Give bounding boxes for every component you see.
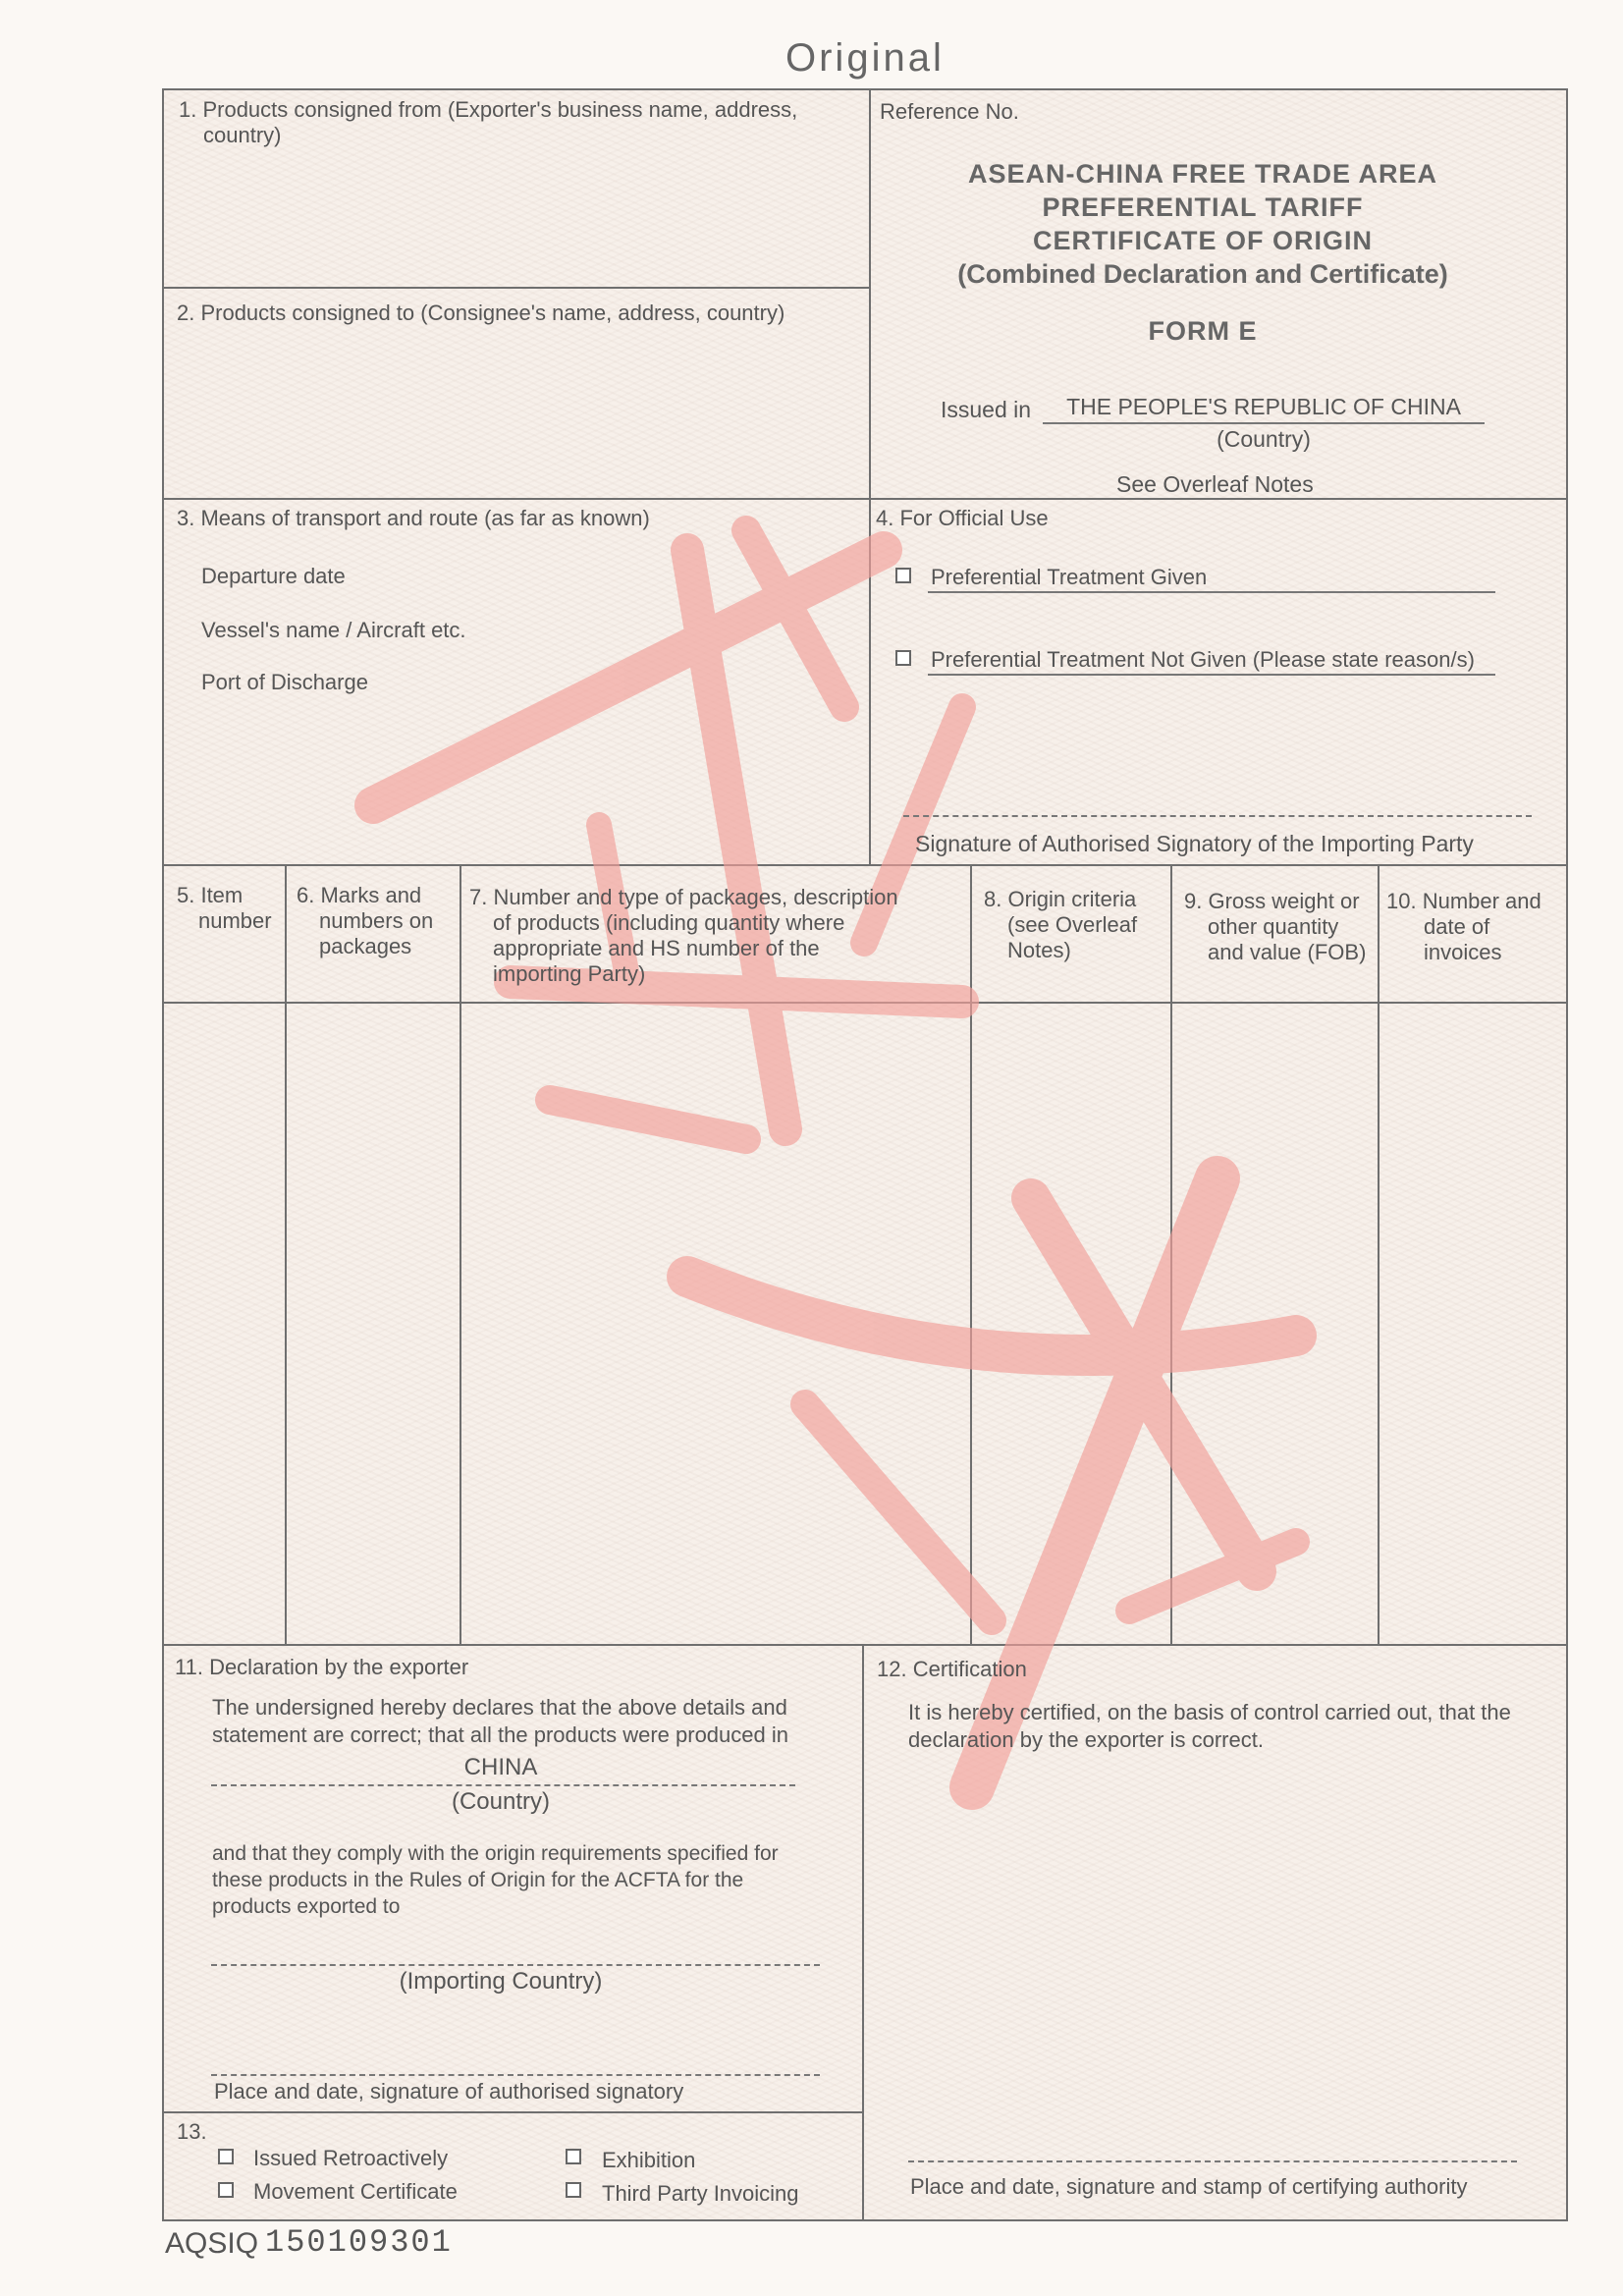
exporter-signature-caption: Place and date, signature of authorised signatory bbox=[214, 2079, 684, 2104]
divider-box3-columns bbox=[164, 864, 1566, 866]
producing-country-value: CHINA bbox=[463, 1754, 538, 1780]
port-of-discharge-label: Port of Discharge bbox=[201, 670, 368, 694]
box2-label: 2. Products consigned to (Consignee's name, address, country) bbox=[177, 301, 785, 325]
title-line4: (Combined Declaration and Certificate) bbox=[957, 259, 1448, 289]
treatment-not-given-checkbox[interactable] bbox=[895, 650, 911, 666]
reference-field[interactable] bbox=[1036, 94, 1546, 128]
exporter-signature-line bbox=[211, 2074, 820, 2076]
box11-label: 11. Declaration by the exporter bbox=[175, 1655, 469, 1679]
serial-number: 150109301 bbox=[265, 2224, 453, 2261]
exhibition-checkbox[interactable] bbox=[566, 2149, 581, 2164]
title-line3: CERTIFICATE OF ORIGIN bbox=[1033, 226, 1373, 255]
issued-in-underline bbox=[1043, 422, 1485, 424]
producing-country-line bbox=[211, 1784, 795, 1786]
title-line1: ASEAN-CHINA FREE TRADE AREA bbox=[967, 159, 1437, 189]
movement-certificate-checkbox[interactable] bbox=[218, 2182, 234, 2198]
origin-criteria-field[interactable] bbox=[973, 1005, 1169, 1643]
box3-label: 3. Means of transport and route (as far as known) bbox=[177, 506, 650, 530]
box11-para1-line1: The undersigned hereby declares that the above details and bbox=[212, 1695, 787, 1720]
transport-field[interactable] bbox=[373, 555, 854, 702]
divider-box11-box13 bbox=[164, 2111, 862, 2113]
item-number-field[interactable] bbox=[165, 1005, 284, 1643]
col-divider-9 bbox=[1378, 866, 1380, 1644]
certifying-signature-caption: Place and date, signature and stamp of certifying authority bbox=[910, 2174, 1468, 2199]
reference-label: Reference No. bbox=[880, 99, 1019, 124]
divider-column-headers bbox=[164, 1002, 1566, 1004]
producing-country-caption: (Country) bbox=[451, 1788, 551, 1815]
issued-in-country: THE PEOPLE'S REPUBLIC OF CHINA bbox=[1066, 394, 1461, 419]
box1-label: 1. Products consigned from (Exporter's business name, address, bbox=[179, 97, 798, 122]
marks-numbers-field[interactable] bbox=[288, 1005, 459, 1643]
importing-country-line bbox=[211, 1964, 820, 1966]
issuer-code: AQSIQ bbox=[165, 2227, 259, 2260]
importing-country-caption: (Importing Country) bbox=[399, 1968, 603, 1995]
divider-box11-box12 bbox=[862, 1646, 864, 2219]
form-label: FORM E bbox=[1148, 316, 1258, 346]
third-party-invoicing-label: Third Party Invoicing bbox=[602, 2181, 799, 2206]
box12-text-line2: declaration by the exporter is correct. bbox=[908, 1727, 1264, 1752]
issued-country-caption: (Country) bbox=[1217, 426, 1311, 452]
col-divider-8 bbox=[1170, 866, 1172, 1644]
overleaf-notes: See Overleaf Notes bbox=[1116, 471, 1314, 497]
title-line2: PREFERENTIAL TARIFF bbox=[1042, 192, 1364, 222]
movement-certificate-label: Movement Certificate bbox=[253, 2179, 458, 2204]
vessel-name-label: Vessel's name / Aircraft etc. bbox=[201, 618, 466, 642]
invoice-field[interactable] bbox=[1380, 1005, 1565, 1643]
copy-label: Original bbox=[785, 36, 945, 80]
gross-weight-field[interactable] bbox=[1173, 1005, 1377, 1643]
importing-signature-caption: Signature of Authorised Signatory of the Importing Party bbox=[915, 831, 1474, 856]
certifying-authority-field[interactable] bbox=[908, 2111, 1517, 2151]
col-divider-6 bbox=[460, 866, 461, 1644]
divider-columns-box11 bbox=[164, 1644, 1566, 1646]
box11-para2-line2: these products in the Rules of Origin for the ACFTA for the bbox=[212, 1869, 744, 1891]
box11-para2-line3: products exported to bbox=[212, 1895, 401, 1918]
issued-in-label: Issued in bbox=[941, 397, 1032, 422]
col-divider-7 bbox=[970, 866, 972, 1644]
departure-date-label: Departure date bbox=[201, 564, 346, 588]
divider-box2-box3 bbox=[164, 498, 1566, 500]
issued-retroactively-label: Issued Retroactively bbox=[253, 2146, 449, 2170]
importing-country-field[interactable] bbox=[211, 1925, 820, 1962]
box11-para1-line2: statement are correct; that all the products were produced in bbox=[212, 1722, 788, 1747]
box1-label-cont: country) bbox=[203, 123, 282, 147]
treatment-given-label: Preferential Treatment Given bbox=[931, 565, 1208, 589]
box4-label: 4. For Official Use bbox=[876, 506, 1049, 530]
treatment-given-line bbox=[928, 591, 1495, 593]
goods-description-field[interactable] bbox=[462, 1005, 969, 1643]
treatment-given-checkbox[interactable] bbox=[895, 568, 911, 583]
exporter-field[interactable] bbox=[172, 152, 859, 280]
box11-para2-line1: and that they comply with the origin requirements specified for bbox=[212, 1842, 779, 1865]
divider-top-vertical bbox=[869, 90, 871, 866]
consignee-field[interactable] bbox=[172, 334, 859, 491]
third-party-invoicing-checkbox[interactable] bbox=[566, 2182, 581, 2198]
exhibition-label: Exhibition bbox=[602, 2148, 696, 2172]
treatment-not-given-line bbox=[928, 674, 1495, 676]
issued-retroactively-checkbox[interactable] bbox=[218, 2149, 234, 2164]
col-divider-5 bbox=[285, 866, 287, 1644]
treatment-not-given-label: Preferential Treatment Not Given (Please state reason/s) bbox=[931, 647, 1475, 672]
certifying-signature-line bbox=[908, 2160, 1517, 2162]
exporter-signature-field[interactable] bbox=[211, 2033, 820, 2072]
box12-text-line1: It is hereby certified, on the basis of control carried out, that the bbox=[908, 1700, 1511, 1724]
importing-signature-line bbox=[903, 815, 1532, 817]
divider-box1-box2 bbox=[164, 287, 869, 289]
box13-label: 13. bbox=[177, 2119, 207, 2144]
box12-label: 12. Certification bbox=[877, 1657, 1027, 1681]
